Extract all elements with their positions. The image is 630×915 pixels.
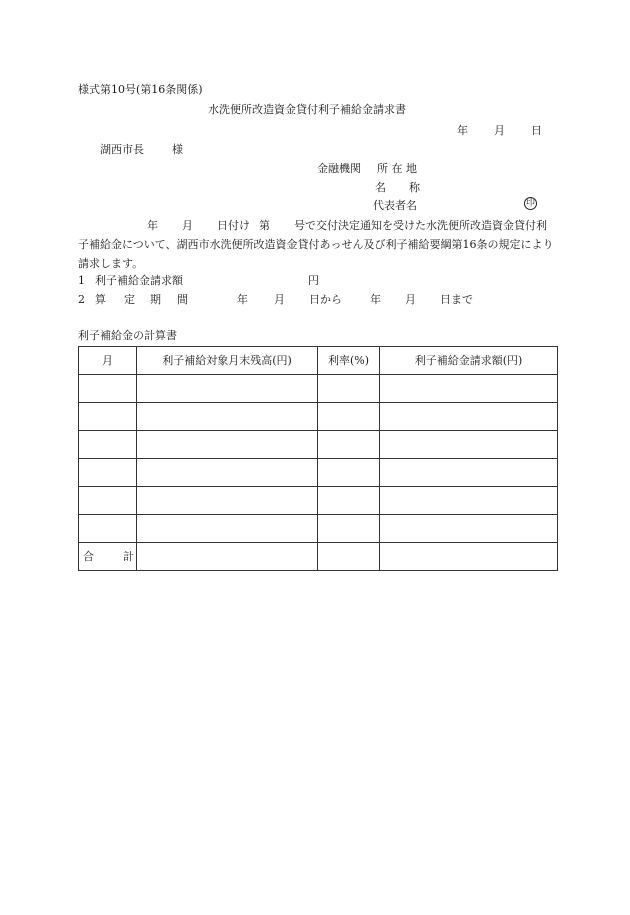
addressee-honorific: 様	[172, 143, 183, 156]
cell-balance[interactable]	[137, 515, 318, 543]
institution-label: 金融機関	[317, 162, 361, 175]
representative-label: 代表者名	[373, 199, 417, 212]
period-from-year: 年	[237, 293, 248, 306]
date-year: 年	[457, 124, 468, 137]
cell-balance[interactable]	[137, 487, 318, 515]
cell-month[interactable]	[79, 487, 137, 515]
item1-number: 1	[78, 274, 85, 287]
table-row	[79, 459, 558, 487]
cell-amount[interactable]	[380, 459, 558, 487]
cell-month[interactable]	[79, 403, 137, 431]
body-dai: 第	[259, 219, 270, 232]
cell-month[interactable]	[79, 459, 137, 487]
table-row	[79, 375, 558, 403]
cell-total-balance[interactable]	[137, 543, 318, 571]
cell-balance[interactable]	[137, 375, 318, 403]
cell-balance[interactable]	[137, 431, 318, 459]
total-label-first: 合	[83, 550, 94, 563]
body-month: 月	[182, 219, 193, 232]
item1-unit: 円	[308, 274, 319, 287]
cell-rate[interactable]	[318, 515, 380, 543]
document-title: 水洗便所改造資金貸付利子補給金請求書	[208, 103, 406, 116]
header-month-end-balance: 利子補給対象月末残高(円)	[137, 347, 318, 375]
period-to-month: 月	[405, 293, 416, 306]
item1-label: 利子補給金請求額	[95, 274, 183, 287]
name-label-first: 名	[375, 181, 386, 194]
period-to-day: 日まで	[440, 293, 473, 306]
cell-amount[interactable]	[380, 403, 558, 431]
cell-month[interactable]	[79, 375, 137, 403]
table-row	[79, 403, 558, 431]
period-to-year: 年	[370, 293, 381, 306]
address-label: 所 在 地	[377, 162, 417, 175]
cell-month[interactable]	[79, 431, 137, 459]
cell-balance[interactable]	[137, 459, 318, 487]
table-total-row	[79, 543, 558, 571]
body-date-suffix: 日付け	[217, 219, 250, 232]
table-row	[79, 515, 558, 543]
item2-label-char: 算	[95, 293, 106, 306]
cell-rate[interactable]	[318, 459, 380, 487]
period-from-day: 日から	[309, 293, 342, 306]
cell-total-amount[interactable]	[380, 543, 558, 571]
date-month: 月	[494, 124, 505, 137]
calculation-table	[78, 346, 558, 571]
table-row	[79, 431, 558, 459]
header-interest-rate: 利率(%)	[318, 347, 380, 375]
cell-amount[interactable]	[380, 487, 558, 515]
cell-amount[interactable]	[380, 431, 558, 459]
body-year: 年	[147, 219, 158, 232]
total-label-cell	[79, 543, 137, 571]
date-day: 日	[531, 124, 542, 137]
header-month: 月	[79, 347, 137, 375]
item2-label-char: 定	[124, 293, 135, 306]
item2-label-char: 期	[150, 293, 161, 306]
cell-rate[interactable]	[318, 431, 380, 459]
period-from-month: 月	[274, 293, 285, 306]
request-body-text	[78, 216, 556, 273]
cell-month[interactable]	[79, 515, 137, 543]
table-row	[79, 487, 558, 515]
seal-mark-icon: 印	[525, 198, 535, 208]
cell-rate[interactable]	[318, 487, 380, 515]
cell-total-rate[interactable]	[318, 543, 380, 571]
body-main-text: 号で交付決定通知を受けた水洗便所改造資金貸付利子補給金について、湖西市水洗便所改造資金貸付あっせん及び利子補給要綱第16条の規定により請求します。	[78, 219, 554, 270]
cell-rate[interactable]	[318, 403, 380, 431]
calculation-sheet-title: 利子補給金の計算書	[78, 329, 177, 342]
cell-amount[interactable]	[380, 375, 558, 403]
name-label-second: 称	[409, 181, 420, 194]
item2-number: 2	[78, 293, 85, 306]
cell-rate[interactable]	[318, 375, 380, 403]
table-header-row	[79, 347, 558, 375]
item2-label-char: 間	[177, 293, 188, 306]
addressee-name: 湖西市長	[100, 143, 144, 156]
form-number: 様式第10号(第16条関係)	[78, 83, 203, 96]
header-request-amount: 利子補給金請求額(円)	[380, 347, 558, 375]
cell-amount[interactable]	[380, 515, 558, 543]
cell-balance[interactable]	[137, 403, 318, 431]
total-label-second: 計	[123, 550, 134, 563]
